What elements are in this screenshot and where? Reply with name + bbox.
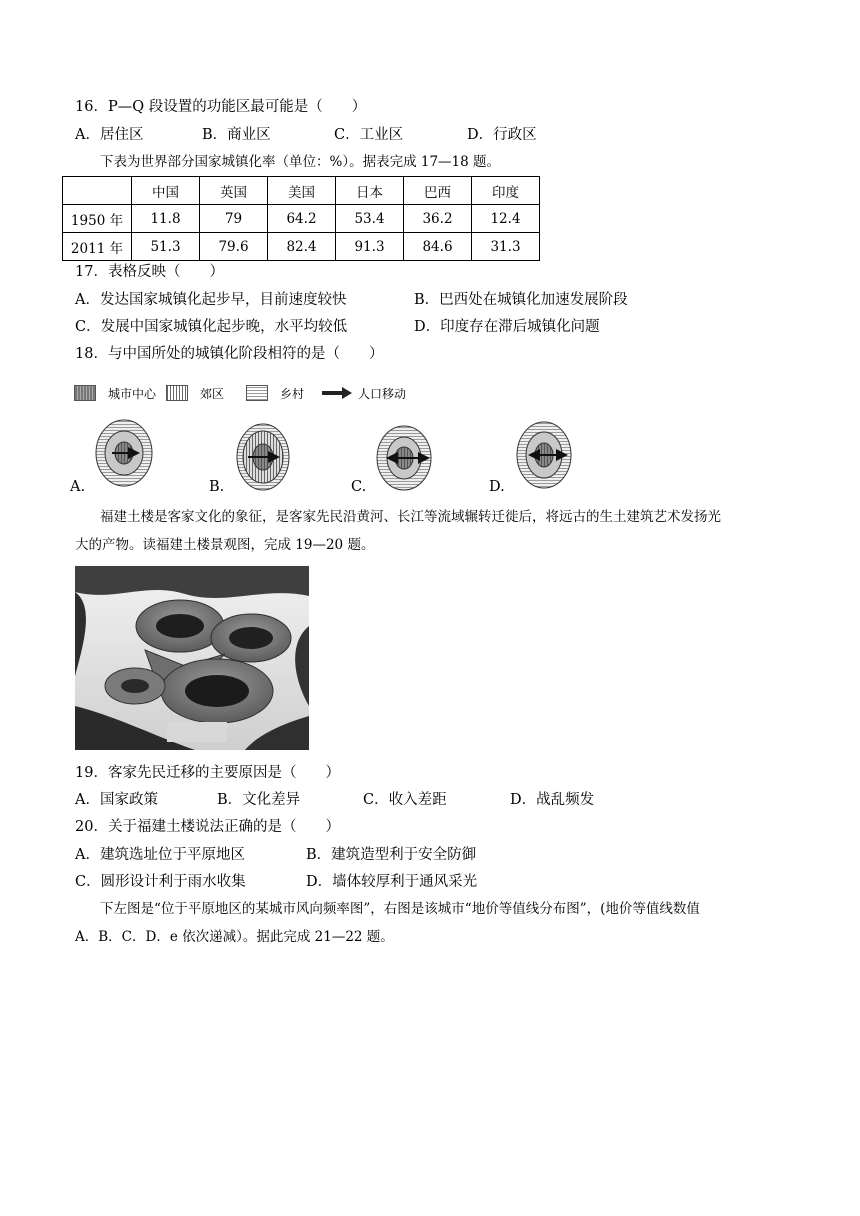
q18-option-a-letter: A. (70, 479, 86, 495)
q18-stem: 18．与中国所处的城镇化阶段相符的是（ ） (75, 346, 384, 362)
q19-stem: 19．客家先民迁移的主要原因是（ ） (75, 765, 340, 781)
intro-21-22-line2: A．B．C．D．e 依次递减）。据此完成 21—22 题。 (75, 929, 394, 945)
city-center-swatch (74, 385, 96, 401)
q19-option-b: B．文化差异 (217, 792, 301, 808)
table-row (63, 233, 540, 261)
q17-option-a: A．发达国家城镇化起步早，目前速度较快 (75, 292, 347, 308)
table-cell: 64.2 (268, 205, 336, 233)
q17-option-c: C．发展中国家城镇化起步晚，水平均较低 (75, 319, 348, 335)
q17-option-d: D．印度存在滞后城镇化问题 (414, 319, 600, 335)
table-cell: 53.4 (336, 205, 404, 233)
table-header-cell: 美国 (268, 177, 336, 205)
table-cell: 82.4 (268, 233, 336, 261)
table-header-cell: 中国 (132, 177, 200, 205)
intro-17-18: 下表为世界部分国家城镇化率（单位：%）。据表完成 17—18 题。 (100, 154, 501, 170)
q18-option-b-letter: B. (209, 479, 225, 495)
q16-option-b: B．商业区 (202, 127, 271, 143)
intro-19-20-line1: 福建土楼是客家文化的象征，是客家先民沿黄河、长江等流域辗转迁徙后，将远古的生土建筑艺术发扬光 (100, 509, 721, 525)
q20-stem: 20．关于福建土楼说法正确的是（ ） (75, 819, 340, 835)
table-cell: 79.6 (200, 233, 268, 261)
table-row (63, 205, 540, 233)
urbanization-diagram-d (514, 420, 574, 490)
q18-option-d-letter: D. (489, 479, 505, 495)
q20-option-c: C．圆形设计利于雨水收集 (75, 874, 246, 890)
table-cell: 84.6 (404, 233, 472, 261)
table-header-cell (63, 177, 132, 205)
table-cell: 31.3 (472, 233, 540, 261)
urbanization-diagram-c (374, 424, 434, 492)
urbanization-diagram-a (94, 418, 154, 488)
table-cell: 51.3 (132, 233, 200, 261)
table-header-cell: 印度 (472, 177, 540, 205)
fujian-tulou-photo (75, 566, 309, 750)
arrow-right-icon (322, 387, 352, 399)
intro-19-20-line2: 大的产物。读福建土楼景观图，完成 19—20 题。 (75, 537, 375, 553)
table-header-cell: 日本 (336, 177, 404, 205)
table-cell: 79 (200, 205, 268, 233)
q19-option-a: A．国家政策 (75, 792, 158, 808)
table-cell: 12.4 (472, 205, 540, 233)
legend-label-city-center: 城市中心 (108, 387, 157, 401)
legend-label-suburb: 郊区 (200, 387, 225, 401)
q17-stem: 17．表格反映（ ） (75, 264, 224, 280)
q16-stem: 16．P—Q 段设置的功能区最可能是（ ） (75, 99, 367, 115)
table-cell: 11.8 (132, 205, 200, 233)
q20-option-b: B．建筑造型利于安全防御 (306, 847, 477, 863)
q19-option-c: C．收入差距 (363, 792, 447, 808)
urbanization-table (62, 176, 540, 261)
q19-option-d: D．战乱频发 (510, 792, 595, 808)
suburb-swatch (166, 385, 188, 401)
intro-21-22-line1: 下左图是“位于平原地区的某城市风向频率图”，右图是该城市“地价等值线分布图”，(地价等值线数值 (100, 901, 700, 917)
q16-option-a: A．居住区 (75, 127, 144, 143)
table-header-row (63, 177, 540, 205)
legend-label-rural: 乡村 (280, 387, 305, 401)
legend-label-population-movement: 人口移动 (358, 387, 407, 401)
q17-option-b: B．巴西处在城镇化加速发展阶段 (414, 292, 628, 308)
table-header-cell: 巴西 (404, 177, 472, 205)
table-row-year: 1950 年 (63, 205, 132, 233)
rural-swatch (246, 385, 268, 401)
urbanization-diagram-b (234, 422, 292, 492)
q18-option-c-letter: C. (351, 479, 367, 495)
q16-option-d: D．行政区 (467, 127, 537, 143)
table-cell: 91.3 (336, 233, 404, 261)
q20-option-a: A．建筑选址位于平原地区 (75, 847, 245, 863)
table-row-year: 2011 年 (63, 233, 132, 261)
table-header-cell: 英国 (200, 177, 268, 205)
table-cell: 36.2 (404, 205, 472, 233)
q16-option-c: C．工业区 (334, 127, 404, 143)
q20-option-d: D．墙体较厚利于通风采光 (306, 874, 478, 890)
